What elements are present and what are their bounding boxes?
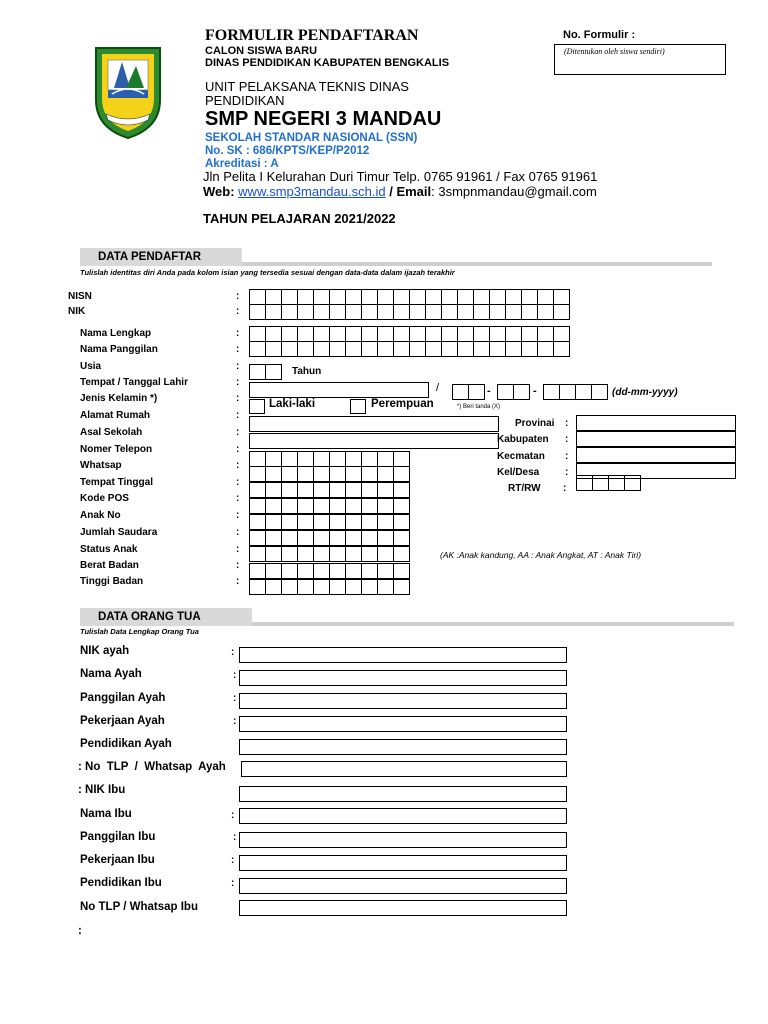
email-separator: / [389, 184, 393, 199]
email-value: : 3smpnmandau@gmail.com [431, 184, 597, 199]
pendidikan-ibu-colon: : [231, 878, 235, 889]
nama-ibu-field[interactable] [239, 808, 567, 824]
date-dash-1: - [487, 385, 491, 397]
pendidikan-ayah-field[interactable] [239, 739, 567, 755]
laki-laki-checkbox[interactable] [249, 399, 265, 414]
nama-ayah-colon: : [233, 670, 237, 681]
telepon-label: Nomer Telepon [80, 444, 153, 455]
jumlah-saudara-boxes[interactable] [249, 530, 410, 546]
panggilan-ibu-colon: : [233, 832, 237, 843]
whatsap-label: Whatsap [80, 460, 122, 471]
rt-rw-colon: : [563, 483, 567, 494]
nama-ibu-colon: : [231, 810, 235, 821]
usia-label: Usia [80, 361, 102, 372]
school-sk: No. SK : 686/KPTS/KEP/P2012 [205, 145, 370, 157]
nama-lengkap-colon: : [236, 328, 240, 339]
usia-unit: Tahun [292, 366, 322, 377]
section2-title: DATA ORANG TUA [80, 608, 252, 626]
berat-badan-colon: : [236, 560, 240, 571]
email-label: Email [396, 184, 432, 199]
school-akreditasi: Akreditasi : A [205, 158, 279, 170]
pendidikan-ibu-field[interactable] [239, 878, 567, 894]
usia-boxes[interactable] [249, 364, 282, 380]
department-name: DINAS PENDIDIKAN KABUPATEN BENGKALIS [205, 57, 450, 69]
no-formulir-box[interactable] [554, 44, 726, 75]
pekerjaan-ibu-label: Pekerjaan Ibu [80, 854, 155, 866]
nama-lengkap-label: Nama Lengkap [80, 328, 152, 339]
alamat-label: Alamat Rumah [80, 410, 151, 421]
no-formulir-label: No. Formulir : [563, 29, 636, 41]
bulan-boxes[interactable] [497, 384, 530, 400]
status-anak-boxes[interactable] [249, 546, 410, 562]
perempuan-checkbox[interactable] [350, 399, 366, 414]
nik-colon: : [236, 306, 240, 317]
ttl-label: Tempat / Tanggal Lahir [80, 377, 188, 388]
rt-rw-label: RT/RW [508, 483, 541, 494]
laki-laki-label: Laki-laki [269, 398, 316, 410]
ttl-slash: / [436, 382, 440, 394]
no-formulir-note: (Ditentukan oleh siswa sendiri) [564, 47, 665, 56]
status-anak-label: Status Anak [80, 544, 138, 555]
provinsi-colon: : [565, 418, 569, 429]
school-address: Jln Pelita I Kelurahan Duri Timur Telp. 0765 91961 / Fax 0765 91961 [203, 169, 598, 184]
nik-ibu-field[interactable] [239, 786, 567, 802]
pendidikan-ayah-label: Pendidikan Ayah [80, 738, 172, 750]
section2-instruction: Tulislah Data Lengkap Orang Tua [80, 627, 199, 636]
nama-panggilan-label: Nama Panggilan [80, 344, 158, 355]
anak-no-boxes[interactable] [249, 514, 410, 530]
tinggi-badan-label: Tinggi Badan [80, 576, 144, 587]
panggilan-ayah-colon: : [233, 693, 237, 704]
tlp-ayah-field[interactable] [241, 761, 567, 777]
nisn-boxes[interactable] [249, 289, 570, 305]
provinsi-field[interactable] [576, 415, 736, 431]
anak-no-colon: : [236, 510, 240, 521]
tahun-boxes[interactable] [543, 384, 608, 400]
pekerjaan-ibu-field[interactable] [239, 855, 567, 871]
nisn-label: NISN [68, 291, 92, 302]
tempat-lahir-field[interactable] [249, 382, 429, 398]
kode-pos-label: Kode POS [80, 493, 129, 504]
whatsap-boxes[interactable] [249, 466, 410, 482]
kecamatan-label: Kecmatan [497, 451, 545, 462]
beri-tanda-note: *) Beri tanda (X) [457, 404, 501, 410]
alamat-colon: : [236, 410, 240, 421]
nik-boxes[interactable] [249, 304, 570, 320]
pekerjaan-ayah-field[interactable] [239, 716, 567, 732]
panggilan-ayah-label: Panggilan Ayah [80, 692, 166, 704]
jenis-kelamin-label: Jenis Kelamin *) [80, 393, 158, 404]
asal-sekolah-field[interactable] [249, 433, 499, 449]
tinggi-badan-colon: : [236, 576, 240, 587]
web-label: Web: [203, 184, 235, 199]
panggilan-ayah-field[interactable] [239, 693, 567, 709]
status-anak-colon: : [236, 544, 240, 555]
rt-rw-boxes[interactable] [576, 475, 641, 491]
kel-desa-label: Kel/Desa [497, 467, 540, 478]
nik-label: NIK [68, 306, 86, 317]
date-format-hint: (dd-mm-yyyy) [612, 387, 678, 398]
form-title: FORMULIR PENDAFTARAN [205, 27, 419, 44]
school-ssn: SEKOLAH STANDAR NASIONAL (SSN) [205, 132, 418, 144]
unit-line-1: UNIT PELAKSANA TEKNIS DINAS [205, 79, 409, 94]
pekerjaan-ibu-colon: : [231, 855, 235, 866]
section1-instruction: Tulislah identitas diri Anda pada kolom isian yang tersedia sesuai dengan data-data dalam ijazah terakhir [80, 268, 455, 277]
kabupaten-label: Kabupaten [497, 434, 549, 445]
date-dash-2: - [533, 385, 537, 397]
school-name: SMP NEGERI 3 MANDAU [205, 108, 442, 130]
nisn-colon: : [236, 291, 240, 302]
kabupaten-field[interactable] [576, 431, 736, 447]
jumlah-saudara-colon: : [236, 527, 240, 538]
academic-year: TAHUN PELAJARAN 2021/2022 [203, 211, 396, 226]
tlp-ibu-field[interactable] [239, 900, 567, 916]
pekerjaan-ayah-colon: : [233, 716, 237, 727]
telepon-boxes[interactable] [249, 451, 410, 467]
nama-lengkap-boxes[interactable] [249, 326, 570, 342]
kecamatan-colon: : [565, 451, 569, 462]
panggilan-ibu-field[interactable] [239, 832, 567, 848]
panggilan-ibu-label: Panggilan Ibu [80, 831, 156, 843]
form-subtitle: CALON SISWA BARU [205, 45, 318, 57]
nik-ayah-field[interactable] [239, 647, 567, 663]
asal-sekolah-colon: : [236, 427, 240, 438]
nik-ibu-label: : NIK Ibu [78, 784, 126, 796]
nama-ayah-field[interactable] [239, 670, 567, 686]
jumlah-saudara-label: Jumlah Saudara [80, 527, 158, 538]
tlp-ibu-label: No TLP / Whatsap Ibu [80, 901, 198, 913]
section1-title: DATA PENDAFTAR [80, 248, 242, 266]
alamat-field[interactable] [249, 416, 499, 432]
pekerjaan-ayah-label: Pekerjaan Ayah [80, 715, 165, 727]
kel-desa-colon: : [565, 467, 569, 478]
provinsi-label: Provinai [515, 418, 555, 429]
nama-panggilan-colon: : [236, 344, 240, 355]
perempuan-label: Perempuan [371, 398, 434, 410]
berat-badan-label: Berat Badan [80, 560, 139, 571]
berat-badan-boxes[interactable] [249, 563, 410, 579]
status-anak-note: (AK :Anak kandung, AA : Anak Angkat, AT : Anak Tiri) [440, 550, 642, 560]
whatsap-colon: : [236, 460, 240, 471]
anak-no-label: Anak No [80, 510, 121, 521]
nama-ibu-label: Nama Ibu [80, 808, 132, 820]
usia-colon: : [236, 361, 240, 372]
ttl-colon: : [236, 377, 240, 388]
jenis-kelamin-colon: : [236, 393, 240, 404]
web-link[interactable]: www.smp3mandau.sch.id [238, 184, 386, 199]
unit-line-2: PENDIDIKAN [205, 93, 285, 108]
tempat-tinggal-colon: : [236, 477, 240, 488]
telepon-colon: : [236, 444, 240, 455]
kabupaten-colon: : [565, 434, 569, 445]
tinggi-badan-boxes[interactable] [249, 579, 410, 595]
nik-ayah-colon: : [231, 647, 235, 658]
nik-ayah-label: NIK ayah [80, 645, 130, 657]
tempat-tinggal-boxes[interactable] [249, 482, 410, 498]
nama-ayah-label: Nama Ayah [80, 668, 142, 680]
school-contact [203, 184, 597, 199]
kode-pos-boxes[interactable] [249, 498, 410, 514]
tlp-ibu-colon: : [78, 925, 82, 937]
tanggal-boxes[interactable] [452, 384, 485, 400]
kecamatan-field[interactable] [576, 447, 736, 463]
kode-pos-colon: : [236, 493, 240, 504]
asal-sekolah-label: Asal Sekolah [80, 427, 143, 438]
school-logo [92, 44, 164, 145]
pendidikan-ibu-label: Pendidikan Ibu [80, 877, 162, 889]
tempat-tinggal-label: Tempat Tinggal [80, 477, 153, 488]
nama-panggilan-boxes[interactable] [249, 341, 570, 357]
tlp-ayah-label: : No TLP / Whatsap Ayah [78, 761, 226, 773]
